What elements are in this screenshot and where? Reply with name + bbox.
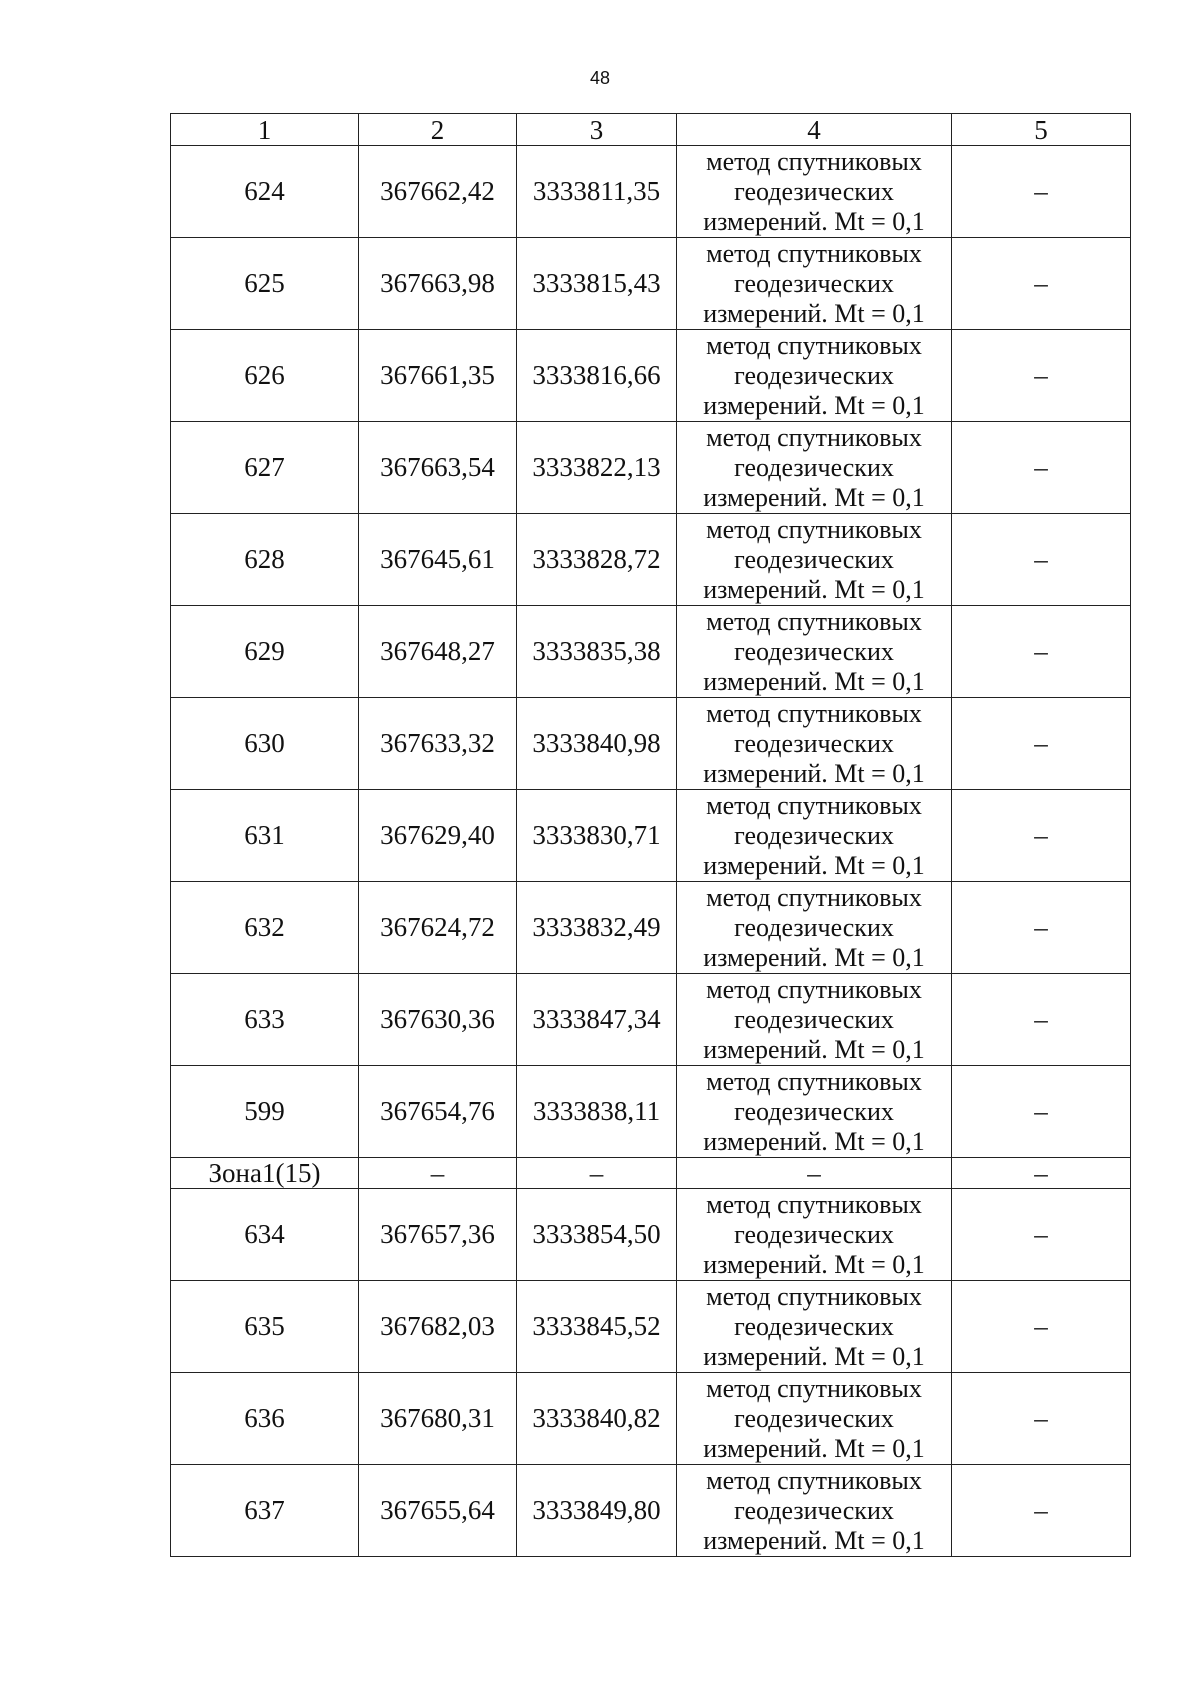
note-cell: – bbox=[952, 1373, 1131, 1465]
y-coordinate-cell: 3333815,43 bbox=[517, 238, 677, 330]
y-coordinate-cell: 3333832,49 bbox=[517, 882, 677, 974]
x-coordinate-cell: 367624,72 bbox=[359, 882, 517, 974]
x-coordinate-cell: 367629,40 bbox=[359, 790, 517, 882]
note-cell: – bbox=[952, 1158, 1131, 1189]
point-number-cell: 635 bbox=[171, 1281, 359, 1373]
point-number-cell: 627 bbox=[171, 422, 359, 514]
note-cell: – bbox=[952, 1189, 1131, 1281]
table-row bbox=[171, 238, 1131, 330]
y-coordinate-cell: – bbox=[517, 1158, 677, 1189]
note-cell: – bbox=[952, 1066, 1131, 1158]
note-cell: – bbox=[952, 974, 1131, 1066]
table-row bbox=[171, 422, 1131, 514]
y-coordinate-cell: 3333840,98 bbox=[517, 698, 677, 790]
method-cell: метод спутниковых геодезических измерений. Mt = 0,1 bbox=[677, 1281, 952, 1373]
y-coordinate-cell: 3333811,35 bbox=[517, 146, 677, 238]
y-coordinate-cell: 3333849,80 bbox=[517, 1465, 677, 1557]
y-coordinate-cell: 3333845,52 bbox=[517, 1281, 677, 1373]
method-cell: метод спутниковых геодезических измерений. Mt = 0,1 bbox=[677, 698, 952, 790]
y-coordinate-cell: 3333854,50 bbox=[517, 1189, 677, 1281]
point-number-cell: 634 bbox=[171, 1189, 359, 1281]
column-header-4: 4 bbox=[677, 114, 952, 146]
method-cell: метод спутниковых геодезических измерений. Mt = 0,1 bbox=[677, 238, 952, 330]
method-cell: метод спутниковых геодезических измерений. Mt = 0,1 bbox=[677, 514, 952, 606]
table-row bbox=[171, 1465, 1131, 1557]
table-row bbox=[171, 698, 1131, 790]
page-number: 48 bbox=[589, 68, 611, 88]
column-header-1: 1 bbox=[171, 114, 359, 146]
x-coordinate-cell: 367633,32 bbox=[359, 698, 517, 790]
y-coordinate-cell: 3333847,34 bbox=[517, 974, 677, 1066]
y-coordinate-cell: 3333830,71 bbox=[517, 790, 677, 882]
method-cell: метод спутниковых геодезических измерений. Mt = 0,1 bbox=[677, 1066, 952, 1158]
table-row bbox=[171, 514, 1131, 606]
note-cell: – bbox=[952, 146, 1131, 238]
y-coordinate-cell: 3333838,11 bbox=[517, 1066, 677, 1158]
note-cell: – bbox=[952, 1465, 1131, 1557]
y-coordinate-cell: 3333840,82 bbox=[517, 1373, 677, 1465]
x-coordinate-cell: 367654,76 bbox=[359, 1066, 517, 1158]
point-number-cell: 624 bbox=[171, 146, 359, 238]
x-coordinate-cell: 367655,64 bbox=[359, 1465, 517, 1557]
table-row bbox=[171, 882, 1131, 974]
x-coordinate-cell: – bbox=[359, 1158, 517, 1189]
note-cell: – bbox=[952, 514, 1131, 606]
x-coordinate-cell: 367662,42 bbox=[359, 146, 517, 238]
x-coordinate-cell: 367645,61 bbox=[359, 514, 517, 606]
method-cell: метод спутниковых геодезических измерений. Mt = 0,1 bbox=[677, 146, 952, 238]
note-cell: – bbox=[952, 330, 1131, 422]
point-number-cell: Зона1(15) bbox=[171, 1158, 359, 1189]
point-number-cell: 629 bbox=[171, 606, 359, 698]
x-coordinate-cell: 367648,27 bbox=[359, 606, 517, 698]
x-coordinate-cell: 367661,35 bbox=[359, 330, 517, 422]
point-number-cell: 632 bbox=[171, 882, 359, 974]
x-coordinate-cell: 367657,36 bbox=[359, 1189, 517, 1281]
y-coordinate-cell: 3333822,13 bbox=[517, 422, 677, 514]
x-coordinate-cell: 367682,03 bbox=[359, 1281, 517, 1373]
table-row bbox=[171, 1281, 1131, 1373]
point-number-cell: 633 bbox=[171, 974, 359, 1066]
point-number-cell: 626 bbox=[171, 330, 359, 422]
table-row bbox=[171, 974, 1131, 1066]
note-cell: – bbox=[952, 606, 1131, 698]
y-coordinate-cell: 3333816,66 bbox=[517, 330, 677, 422]
note-cell: – bbox=[952, 790, 1131, 882]
x-coordinate-cell: 367663,54 bbox=[359, 422, 517, 514]
point-number-cell: 625 bbox=[171, 238, 359, 330]
x-coordinate-cell: 367663,98 bbox=[359, 238, 517, 330]
column-header-2: 2 bbox=[359, 114, 517, 146]
note-cell: – bbox=[952, 422, 1131, 514]
column-header-3: 3 bbox=[517, 114, 677, 146]
y-coordinate-cell: 3333835,38 bbox=[517, 606, 677, 698]
table-row bbox=[171, 1189, 1131, 1281]
note-cell: – bbox=[952, 1281, 1131, 1373]
table-row bbox=[171, 1066, 1131, 1158]
x-coordinate-cell: 367630,36 bbox=[359, 974, 517, 1066]
table-row bbox=[171, 606, 1131, 698]
table-row bbox=[171, 1373, 1131, 1465]
table-row bbox=[171, 330, 1131, 422]
note-cell: – bbox=[952, 698, 1131, 790]
table-body bbox=[171, 146, 1131, 1557]
point-number-cell: 628 bbox=[171, 514, 359, 606]
zone-row bbox=[171, 1158, 1131, 1189]
method-cell: – bbox=[677, 1158, 952, 1189]
point-number-cell: 637 bbox=[171, 1465, 359, 1557]
method-cell: метод спутниковых геодезических измерений. Mt = 0,1 bbox=[677, 1189, 952, 1281]
point-number-cell: 630 bbox=[171, 698, 359, 790]
coordinates-table bbox=[170, 113, 1131, 1557]
point-number-cell: 631 bbox=[171, 790, 359, 882]
note-cell: – bbox=[952, 882, 1131, 974]
table-row bbox=[171, 146, 1131, 238]
method-cell: метод спутниковых геодезических измерений. Mt = 0,1 bbox=[677, 882, 952, 974]
header-row bbox=[171, 114, 1131, 146]
method-cell: метод спутниковых геодезических измерений. Mt = 0,1 bbox=[677, 974, 952, 1066]
method-cell: метод спутниковых геодезических измерений. Mt = 0,1 bbox=[677, 790, 952, 882]
method-cell: метод спутниковых геодезических измерений. Mt = 0,1 bbox=[677, 1465, 952, 1557]
method-cell: метод спутниковых геодезических измерений. Mt = 0,1 bbox=[677, 330, 952, 422]
table-row bbox=[171, 790, 1131, 882]
method-cell: метод спутниковых геодезических измерений. Mt = 0,1 bbox=[677, 1373, 952, 1465]
method-cell: метод спутниковых геодезических измерений. Mt = 0,1 bbox=[677, 606, 952, 698]
x-coordinate-cell: 367680,31 bbox=[359, 1373, 517, 1465]
point-number-cell: 599 bbox=[171, 1066, 359, 1158]
y-coordinate-cell: 3333828,72 bbox=[517, 514, 677, 606]
note-cell: – bbox=[952, 238, 1131, 330]
point-number-cell: 636 bbox=[171, 1373, 359, 1465]
column-header-5: 5 bbox=[952, 114, 1131, 146]
method-cell: метод спутниковых геодезических измерений. Mt = 0,1 bbox=[677, 422, 952, 514]
